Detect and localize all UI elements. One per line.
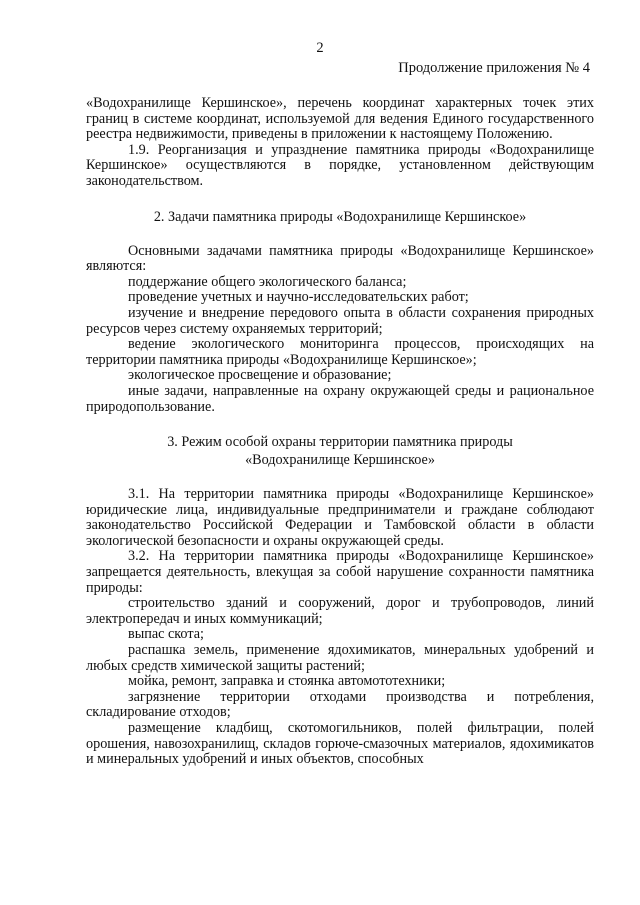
list-item: строительство зданий и сооружений, дорог и трубопроводов, линий электропередач и иных коммуникаций; — [86, 595, 594, 627]
list-item: изучение и внедрение передового опыта в области сохранения природных ресурсов через систему охраняемых территорий; — [86, 304, 594, 337]
paragraph: «Водохранилище Кершинское», перечень координат характерных точек этих границ в системе координат, используемой для ведения Единого государственного реестра недвижимости, приведены в приложении к настоящему Положению. — [86, 95, 594, 143]
list-item: распашка земель, применение ядохимикатов, минеральных удобрений и любых средств химической защиты растений; — [86, 642, 594, 674]
list-item: выпас скота; — [128, 626, 204, 643]
paragraph: 1.9. Реорганизация и упразднение памятника природы «Водохранилище Кершинское» осуществляются в порядке, установленном действующим законодательством. — [86, 141, 594, 189]
document-body — [86, 96, 594, 768]
section-3-title-line-2: «Водохранилище Кершинское» — [245, 452, 435, 469]
continuation-header: Продолжение приложения № 4 — [398, 60, 590, 76]
list-item: размещение кладбищ, скотомогильников, полей фильтрации, полей орошения, навозохранилищ, складов горюче-смазочных материалов, ядохимикатов и минеральных удобрений и иных объектов, способных — [86, 720, 594, 768]
list-item: экологическое просвещение и образование; — [128, 367, 392, 384]
list-item: проведение учетных и научно-исследовательских работ; — [128, 289, 469, 306]
paragraph: 3.1. На территории памятника природы «Водохранилище Кершинское» юридические лица, индивидуальные предприниматели и граждане соблюдают законодательство Российской Федерации и Тамбовской области в области экологической безопасности и охраны окружающей среды. — [86, 486, 594, 549]
section-2-intro: Основными задачами памятника природы «Водохранилище Кершинское» являются: — [86, 242, 594, 275]
section-3-title-line-1: 3. Режим особой охраны территории памятника природы — [167, 434, 513, 451]
list-item: ведение экологического мониторинга процессов, происходящих на территории памятника природы «Водохранилище Кершинское»; — [86, 336, 594, 368]
list-item: иные задачи, направленные на охрану окружающей среды и рациональное природопользование. — [86, 382, 594, 415]
list-item: мойка, ремонт, заправка и стоянка автомототехники; — [128, 673, 446, 690]
paragraph: 3.2. На территории памятника природы «Водохранилище Кершинское» запрещается деятельность, влекущая за собой нарушение сохранности памятника природы: — [86, 548, 594, 596]
list-item: загрязнение территории отходами производства и потребления, складирование отходов; — [86, 688, 594, 721]
page-number: 2 — [316, 40, 324, 56]
section-2-title: 2. Задачи памятника природы «Водохранилище Кершинское» — [153, 208, 527, 225]
section-3-title — [86, 433, 594, 469]
list-item: поддержание общего экологического баланса; — [128, 273, 407, 290]
